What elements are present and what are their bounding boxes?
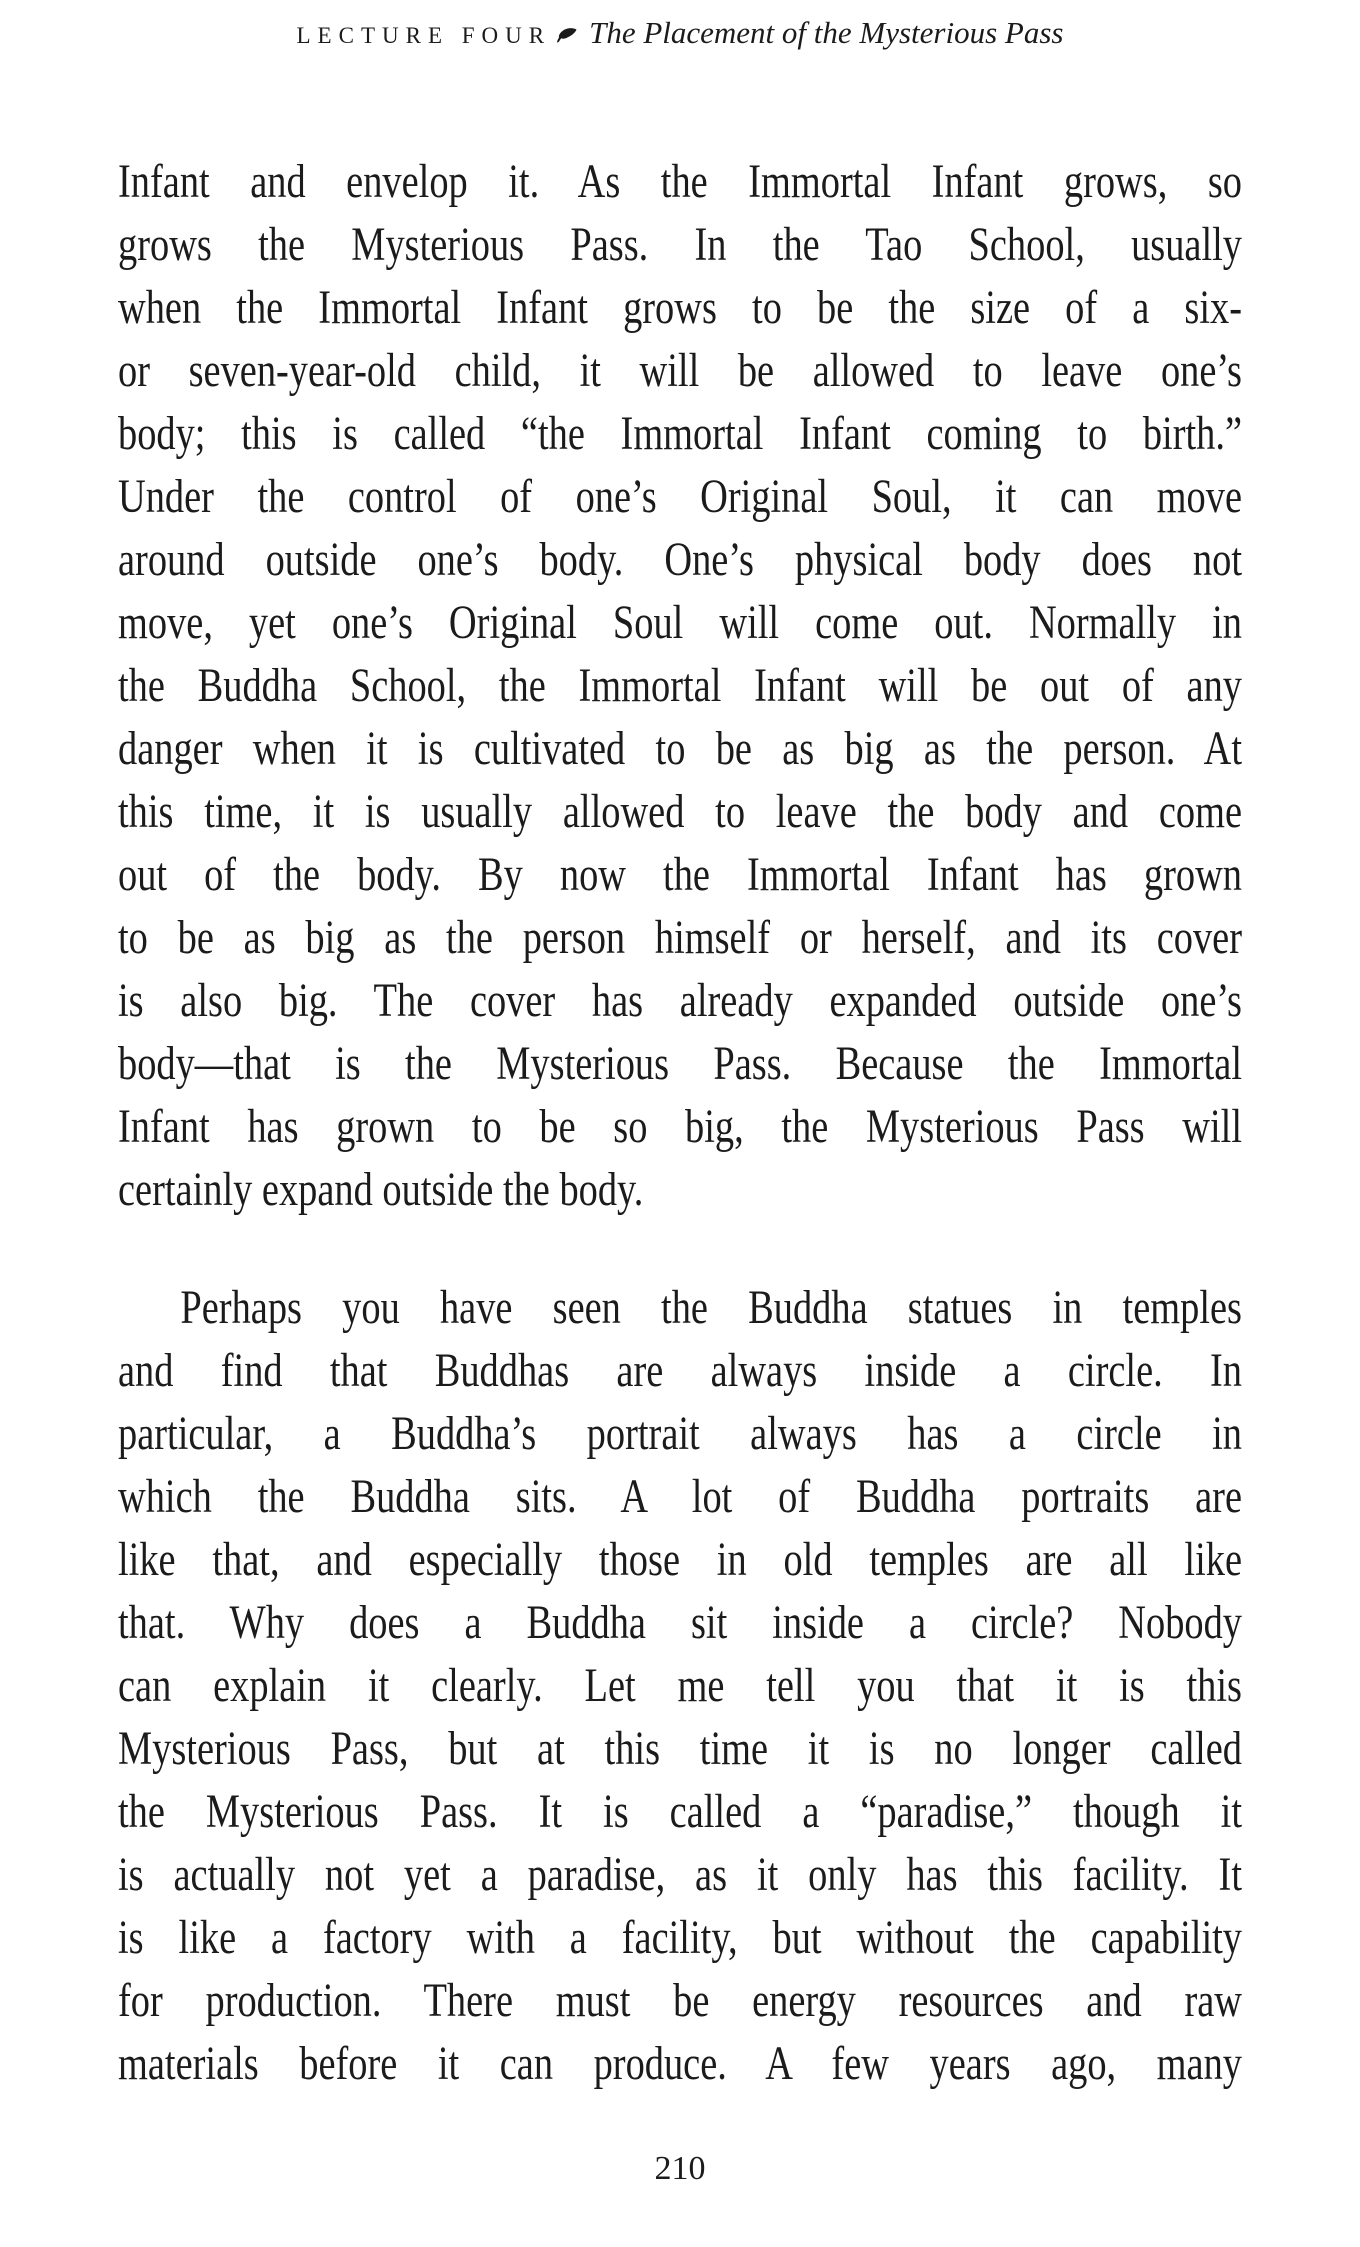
text-line: like that, and especially those in old temples are all like — [118, 1533, 1242, 1586]
text-line: the Mysterious Pass. It is called a “paradise,” though it — [118, 1785, 1242, 1838]
page-number: 210 — [654, 2150, 706, 2187]
paragraph — [118, 1276, 1242, 2095]
text-line: grows the Mysterious Pass. In the Tao School, usually — [118, 218, 1242, 271]
text-line: Under the control of one’s Original Soul, it can move — [118, 470, 1242, 523]
text-line: Infant and envelop it. As the Immortal Infant grows, so — [118, 155, 1242, 208]
paragraph — [118, 150, 1242, 1221]
text-line: to be as big as the person himself or herself, and its cover — [118, 911, 1242, 964]
text-line: Infant has grown to be so big, the Mysterious Pass will — [118, 1100, 1242, 1153]
text-line: certainly expand outside the body. — [118, 1163, 644, 1216]
text-line: is like a factory with a facility, but without the capability — [118, 1911, 1242, 1964]
text-line: body; this is called “the Immortal Infant coming to birth.” — [118, 407, 1242, 460]
text-line: or seven-year-old child, it will be allowed to leave one’s — [118, 344, 1242, 397]
lecture-number-label: LECTURE FOUR — [296, 23, 552, 48]
text-line: out of the body. By now the Immortal Infant has grown — [118, 848, 1242, 901]
text-line: Mysterious Pass, but at this time it is no longer called — [118, 1722, 1242, 1775]
text-line: danger when it is cultivated to be as big as the person. At — [118, 722, 1242, 775]
text-line: for production. There must be energy resources and raw — [118, 1974, 1242, 2027]
text-line: move, yet one’s Original Soul will come out. Normally in — [118, 596, 1242, 649]
text-line: the Buddha School, the Immortal Infant will be out of any — [118, 659, 1242, 712]
text-line: particular, a Buddha’s portrait always has a circle in — [118, 1407, 1242, 1460]
text-line: around outside one’s body. One’s physical body does not — [118, 533, 1242, 586]
text-line: is also big. The cover has already expanded outside one’s — [118, 974, 1242, 1027]
header-title: The Placement of the Mysterious Pass — [589, 15, 1064, 50]
running-header — [0, 14, 1360, 58]
text-line: this time, it is usually allowed to leave the body and come — [118, 785, 1242, 838]
text-line: and find that Buddhas are always inside a circle. In — [118, 1344, 1242, 1397]
text-line: can explain it clearly. Let me tell you that it is this — [118, 1659, 1242, 1712]
page-body — [118, 150, 1242, 2095]
text-line: which the Buddha sits. A lot of Buddha portraits are — [118, 1470, 1242, 1523]
text-line: Perhaps you have seen the Buddha statues in temples — [180, 1281, 1242, 1334]
text-line: materials before it can produce. A few years ago, many — [118, 2037, 1242, 2090]
text-line: when the Immortal Infant grows to be the size of a six- — [118, 281, 1242, 334]
text-line: is actually not yet a paradise, as it only has this facility. It — [118, 1848, 1242, 1901]
text-line: body—that is the Mysterious Pass. Because the Immortal — [118, 1037, 1242, 1090]
text-line: that. Why does a Buddha sit inside a circle? Nobody — [118, 1596, 1242, 1649]
fleuron-icon — [555, 23, 579, 47]
